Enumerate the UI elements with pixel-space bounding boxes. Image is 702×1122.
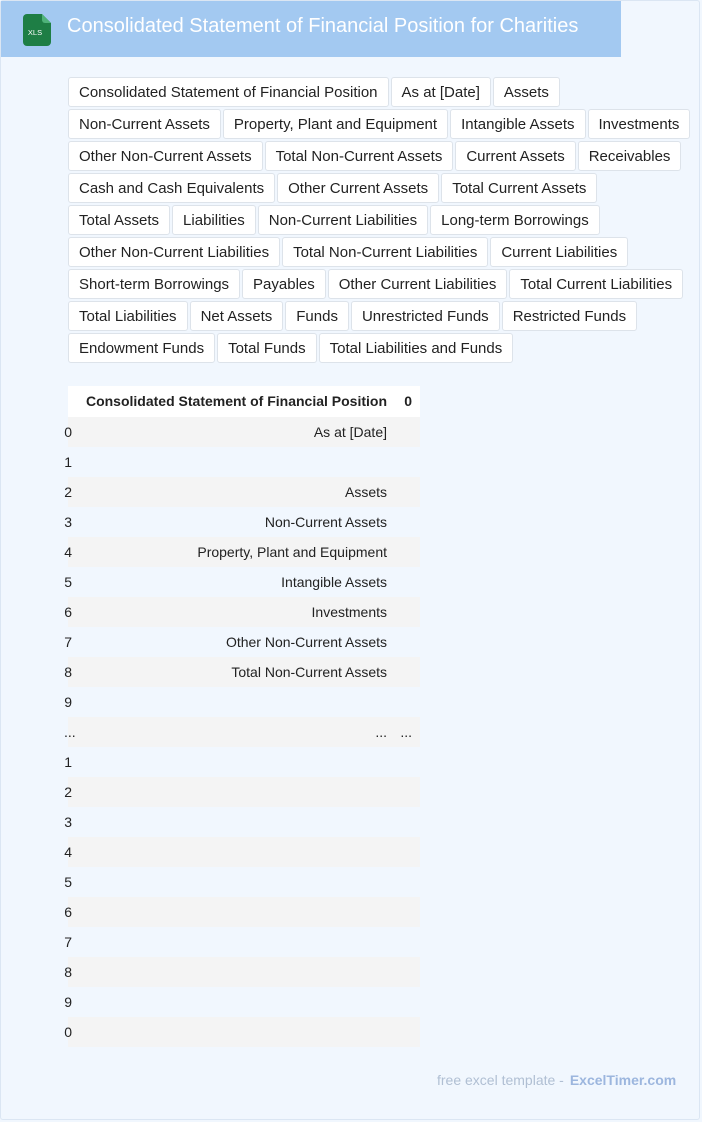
row-index: 3 (64, 514, 72, 530)
table-row (64, 837, 420, 867)
row-index: 7 (64, 634, 72, 650)
table-row (64, 567, 420, 597)
keyword-tag[interactable]: Endowment Funds (68, 333, 215, 363)
table-row (64, 537, 420, 567)
keyword-tag[interactable]: Other Current Liabilities (328, 269, 508, 299)
table-row (64, 777, 420, 807)
row-index: 8 (64, 964, 72, 980)
page-header (1, 1, 621, 57)
row-label: Non-Current Assets (264, 514, 387, 530)
keyword-tag[interactable]: Total Non-Current Assets (265, 141, 454, 171)
table-header-row (68, 386, 420, 417)
row-index: 6 (64, 604, 72, 620)
table-row (64, 717, 420, 747)
keyword-tag[interactable]: Intangible Assets (450, 109, 585, 139)
keyword-tag[interactable]: Payables (242, 269, 326, 299)
table-header-value: 0 (404, 393, 412, 409)
xls-file-icon (23, 14, 51, 46)
row-label: Total Non-Current Assets (231, 664, 387, 680)
row-index: 5 (64, 874, 72, 890)
footer-credit (437, 1072, 676, 1088)
row-label: Property, Plant and Equipment (197, 544, 387, 560)
keyword-tag[interactable]: Liabilities (172, 205, 256, 235)
page-title: Consolidated Statement of Financial Position for Charities (67, 15, 579, 37)
row-index: 9 (64, 994, 72, 1010)
table-row (64, 957, 420, 987)
row-label: As at [Date] (313, 424, 387, 440)
table-row (64, 477, 420, 507)
row-index: 8 (64, 664, 72, 680)
keyword-tag[interactable]: Current Liabilities (490, 237, 628, 267)
table-row (64, 927, 420, 957)
keyword-tag[interactable]: Total Current Liabilities (509, 269, 683, 299)
row-label: ... (375, 724, 387, 740)
row-index: 2 (64, 484, 72, 500)
keyword-tag[interactable]: Total Assets (68, 205, 170, 235)
keyword-tag[interactable]: Total Liabilities (68, 301, 188, 331)
keyword-tag[interactable]: Property, Plant and Equipment (223, 109, 448, 139)
keyword-tag[interactable]: Net Assets (190, 301, 284, 331)
xls-icon-label: XLS (27, 28, 43, 37)
keyword-tag[interactable]: Current Assets (455, 141, 575, 171)
keyword-tag[interactable]: Total Funds (217, 333, 317, 363)
table-row (64, 1017, 420, 1047)
keyword-tag[interactable]: Restricted Funds (502, 301, 637, 331)
keyword-tag[interactable]: Unrestricted Funds (351, 301, 500, 331)
keyword-tag[interactable]: Short-term Borrowings (68, 269, 240, 299)
row-index: 4 (64, 844, 72, 860)
keyword-tag[interactable]: Other Non-Current Assets (68, 141, 263, 171)
row-index: 4 (64, 544, 72, 560)
keyword-tag[interactable]: Total Current Assets (441, 173, 597, 203)
keyword-tag[interactable]: Cash and Cash Equivalents (68, 173, 275, 203)
keyword-tag[interactable]: As at [Date] (391, 77, 491, 107)
row-value: ... (400, 724, 412, 740)
keyword-tag[interactable]: Consolidated Statement of Financial Position (68, 77, 389, 107)
keyword-tag[interactable]: Receivables (578, 141, 682, 171)
row-label: Intangible Assets (281, 574, 387, 590)
row-index: 2 (64, 784, 72, 800)
keyword-tag[interactable]: Investments (588, 109, 691, 139)
table-header-label: Consolidated Statement of Financial Position (85, 393, 387, 409)
table-row (64, 447, 420, 477)
table-row (64, 627, 420, 657)
row-index: 0 (64, 1024, 72, 1040)
footer-text: free excel template - (437, 1072, 564, 1088)
table-row (64, 867, 420, 897)
row-label: Investments (311, 604, 387, 620)
keyword-tag-list (68, 77, 698, 363)
row-index: ... (64, 724, 76, 740)
keyword-tag[interactable]: Other Current Assets (277, 173, 439, 203)
table-row (64, 507, 420, 537)
row-index: 0 (64, 424, 72, 440)
keyword-tag[interactable]: Non-Current Assets (68, 109, 221, 139)
keyword-tag[interactable]: Long-term Borrowings (430, 205, 600, 235)
row-index: 9 (64, 694, 72, 710)
keyword-tag[interactable]: Non-Current Liabilities (258, 205, 428, 235)
row-index: 5 (64, 574, 72, 590)
table-row (64, 687, 420, 717)
table-row (64, 897, 420, 927)
keyword-tag[interactable]: Total Non-Current Liabilities (282, 237, 488, 267)
spreadsheet-preview (64, 386, 420, 1047)
row-index: 7 (64, 934, 72, 950)
keyword-tag[interactable]: Total Liabilities and Funds (319, 333, 514, 363)
table-row (64, 987, 420, 1017)
table-row (64, 657, 420, 687)
table-row (64, 807, 420, 837)
row-index: 6 (64, 904, 72, 920)
table-row (64, 597, 420, 627)
row-label: Assets (344, 484, 387, 500)
keyword-tag[interactable]: Assets (493, 77, 560, 107)
row-index: 3 (64, 814, 72, 830)
table-row (64, 417, 420, 447)
keyword-tag[interactable]: Funds (285, 301, 349, 331)
table-row (64, 747, 420, 777)
footer-brand-link[interactable]: ExcelTimer.com (569, 1072, 677, 1088)
row-index: 1 (64, 454, 72, 470)
keyword-tag[interactable]: Other Non-Current Liabilities (68, 237, 280, 267)
row-index: 1 (64, 754, 72, 770)
row-label: Other Non-Current Assets (225, 634, 387, 650)
